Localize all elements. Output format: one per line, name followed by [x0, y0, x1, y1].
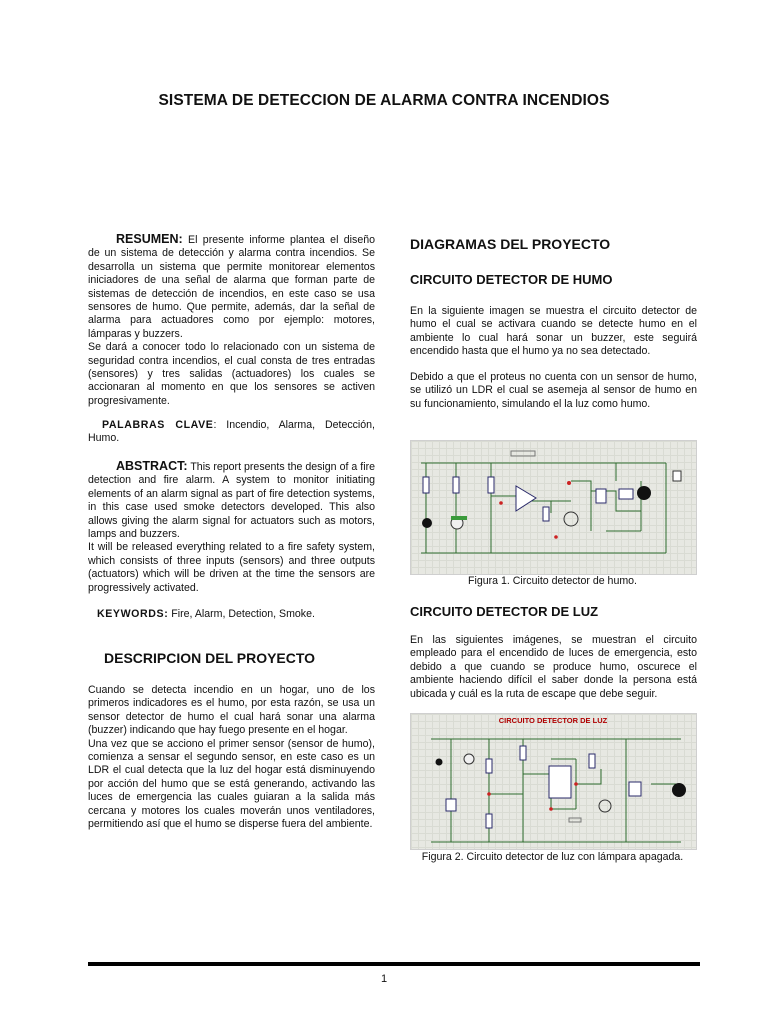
figure-2-caption: Figura 2. Circuito detector de luz con lámpara apagada.: [421, 851, 684, 863]
palabras-clave-text: : Incendio, Alarma, Detección, Humo.: [88, 419, 376, 445]
resumen-label: RESUMEN:: [116, 232, 183, 246]
footer-rule: [88, 962, 700, 966]
schematic-light-icon: [411, 714, 696, 849]
schematic-smoke-icon: [411, 441, 696, 574]
keywords-label: KEYWORDS:: [97, 608, 169, 620]
figure-2-title: CIRCUITO DETECTOR DE LUZ: [498, 716, 608, 725]
abstract-text-2: It will be released everything related to a fire safety system, which consists of three inputs (sensors) and three outputs (actuators) which will be driven at the time the sensors are progressively activated.: [88, 541, 375, 594]
humo-paragraph-1: En la siguiente imagen se muestra el circuito detector de humo el cual se activara cuando se detecte humo en el ambiente lo cual hará sonar un buzzer, este seguirá encendido hasta que el humo ya no sea detectado.: [410, 305, 697, 358]
descripcion-paragraph-1: Cuando se detecta incendio en un hogar, uno de los primeros indicadores es el humo, por esta razón, se usa un sensor detector de humo el cual hará sonar una alarma (buzzer) indicando que hay fuego presente en el hogar.: [88, 684, 375, 737]
diagramas-heading: DIAGRAMAS DEL PROYECTO: [410, 236, 611, 252]
figure-1-circuit-smoke: [410, 440, 697, 575]
luz-heading: CIRCUITO DETECTOR DE LUZ: [410, 604, 599, 619]
palabras-clave: [88, 419, 375, 446]
humo-paragraph-2: Debido a que el proteus no cuenta con un sensor de humo, se utilizó un LDR el cual se asemeja al sensor de humo en su funcionamiento, simulando el la luz como humo.: [410, 371, 697, 410]
descripcion-paragraph-2: Una vez que se acciono el primer sensor (sensor de humo), comienza a sensar el segundo sensor, en este caso es un LDR el cual detecta que la luz del hogar está disminuyendo por acción del humo que se está generando, activando las luces de emergencia las cuales guiaran a la salida más cercana y motores los cuales moverán unos ventiladores, permitiendo así que el humo se disperse fuera del ambiente.: [88, 737, 375, 831]
palabras-clave-label: PALABRAS CLAVE: [102, 419, 214, 431]
descripcion-section: [88, 684, 375, 831]
keywords-text: Fire, Alarm, Detection, Smoke.: [168, 608, 315, 620]
abstract-section: [88, 460, 375, 595]
document-title: SISTEMA DE DETECCION DE ALARMA CONTRA INCENDIOS: [158, 92, 610, 109]
keywords: [88, 608, 375, 621]
resumen-text-2: Se dará a conocer todo lo relacionado con un sistema de seguridad contra incendios, el cual consta de tres entradas (sensores) y tres salidas (actuadores) los cuales se accionaran al momento en que los sensores se activen progresivamente.: [88, 341, 375, 407]
resumen-section: [88, 233, 375, 408]
abstract-label: ABSTRACT:: [116, 459, 188, 473]
figure-1-caption: Figura 1. Circuito detector de humo.: [468, 575, 637, 587]
page-number: 1: [380, 973, 388, 985]
resumen-text: El presente informe plantea el diseño de un sistema de detección y alarma contra incendios. Se desarrolla un sistema que permite monitorear elementos iniciadores de una señal de alarma que forman parte de sistemas de detección de incendios, en este caso se usa sensores de humo. Que permite, además, dar la señal de alarma para actuadores como por ejemplo: motores, lámparas y buzzers.: [88, 234, 375, 340]
luz-paragraph-1: En las siguientes imágenes, se muestran el circuito empleado para el encendido de luces de emergencia, esto debido a que cuando se produce humo, oscurece el ambiente haciendo difícil el saber donde la persona está ubicada y cuál es la ruta de escape que debe seguir.: [410, 634, 697, 700]
humo-heading: CIRCUITO DETECTOR DE HUMO: [410, 272, 613, 287]
descripcion-heading: DESCRIPCION DEL PROYECTO: [104, 650, 316, 666]
figure-2-circuit-light: [410, 713, 697, 850]
abstract-text: This report presents the design of a fire detection and fire alarm. A system to monitor initiating elements of an alarm signal as part of fire detection systems, in this case used smoke detectors developed. This also allows giving the alarm signal for actuators such as motors, lamps and buzzers.: [88, 461, 375, 541]
